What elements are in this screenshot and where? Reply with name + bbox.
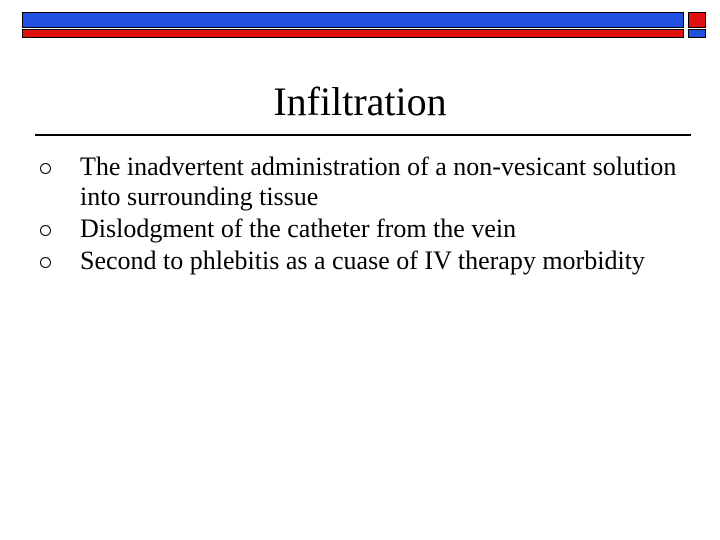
bullet-item [40, 152, 680, 212]
header-blue-square [688, 29, 706, 38]
slide-title-text: Infiltration [273, 79, 447, 124]
header-blue-bar [22, 12, 684, 28]
bullet-item [40, 214, 680, 244]
bullet-text: Dislodgment of the catheter from the vein [80, 214, 517, 243]
bullet-text: The inadvertent administration of a non-vesicant solution into surrounding tissue [80, 152, 677, 211]
hollow-circle-bullet-icon [40, 225, 51, 236]
hollow-circle-bullet-icon [40, 257, 51, 268]
header-red-bar [22, 29, 684, 38]
bullet-text: Second to phlebitis as a cuase of IV therapy morbidity [80, 246, 645, 275]
slide-title [0, 78, 720, 126]
hollow-circle-bullet-icon [40, 163, 51, 174]
bullet-list [40, 152, 680, 278]
bullet-item [40, 246, 680, 276]
title-underline [35, 134, 691, 136]
header-red-square [688, 12, 706, 28]
decorative-header-bar [22, 12, 706, 38]
